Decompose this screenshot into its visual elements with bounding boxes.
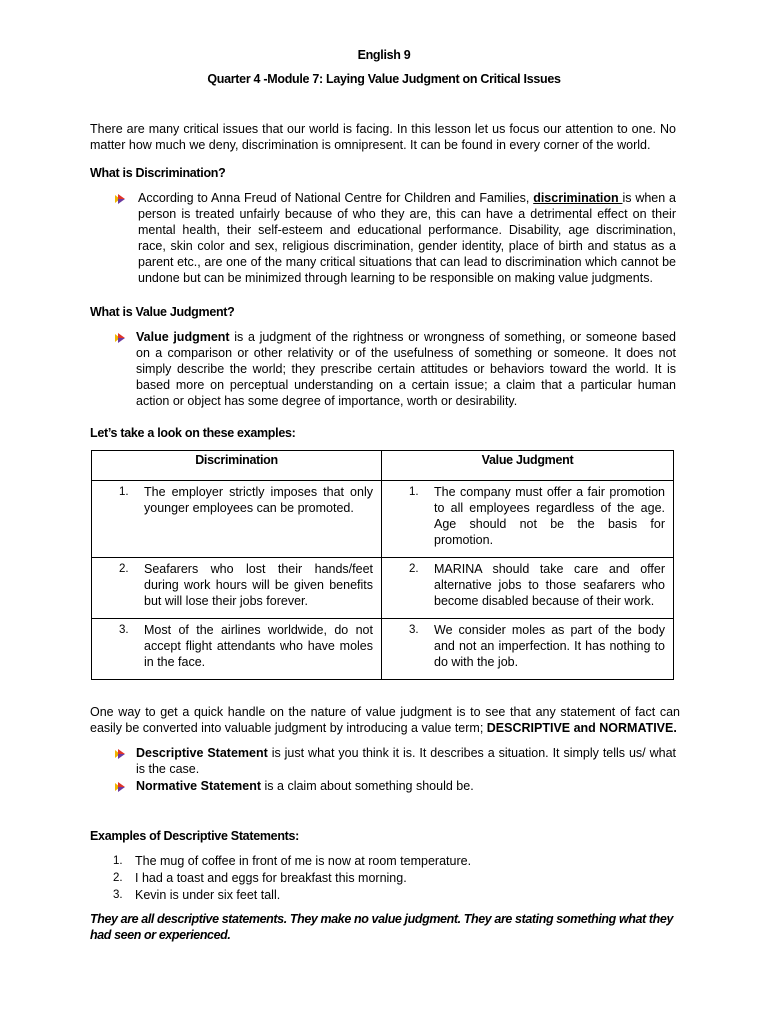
examples-table [91,450,674,680]
normative-statement-body: is a claim about something should be. [261,779,474,793]
value-judgment-example: The company must offer a fair promotion to all employees regardless of the age. Age should not be the basis for promotion. [434,485,665,547]
table-cell [382,558,674,619]
closing-note: They are all descriptive statements. They make no value judgment. They are stating something what they had seen or experienced. [90,912,673,942]
examples-heading: Let’s take a look on these examples: [90,426,296,440]
descriptive-examples-heading: Examples of Descriptive Statements: [90,829,300,843]
table-cell [382,481,674,558]
list-number: 2. [113,872,123,884]
table-cell [92,558,382,619]
row-number: 2. [409,563,419,575]
arrow-bullet-icon [113,747,127,761]
discrimination-definition-body: is when a person is treated unfairly because of who they are, this can have a detrimental effect on their mental health, their self-esteem and educational performance. Disability, age discrimination, race, skin color and sex, religious discrimination, gender identity, place of birth and status as a parent etc., are one of the many critical situations that can lead to discrimination which cannot be undone but can be minimized through learning to be responsible on making value judgments. [138,191,677,285]
value-judgment-definition [136,329,676,409]
arrow-bullet-icon [113,780,127,794]
descriptive-statement-term: Descriptive Statement [136,746,268,760]
normative-statement-definition [136,778,676,794]
discrimination-term: discrimination [533,191,623,205]
row-number: 1. [409,486,419,498]
discrimination-heading: What is Discrimination? [90,166,226,180]
list-item [113,853,673,870]
descriptive-statement-definition [136,745,676,777]
table-row [92,481,674,558]
table-row [92,558,674,619]
row-number: 3. [409,624,419,636]
list-item [113,870,673,887]
list-item [113,887,673,904]
table-cell [92,619,382,680]
arrow-bullet-icon [113,192,127,206]
value-term-types: DESCRIPTIVE and NORMATIVE. [486,721,677,735]
value-judgment-example: We consider moles as part of the body and not an imperfection. It has nothing to do with the job. [434,623,665,669]
value-judgment-term: Value judgment [136,330,230,344]
value-term-paragraph [90,704,680,736]
list-text: I had a toast and eggs for breakfast this morning. [135,871,407,885]
table-row [92,619,674,680]
descriptive-statement-body: is just what you think it is. It describes a situation. It simply tells us/ what is the case. [136,746,676,776]
discrimination-example: The employer strictly imposes that only younger employees can be promoted. [144,485,373,515]
list-number: 3. [113,889,123,901]
table-header-value-judgment: Value Judgment [382,451,674,481]
discrimination-example: Most of the airlines worldwide, do not accept flight attendants who have moles in the face. [144,623,373,669]
table-header-discrimination: Discrimination [92,451,382,481]
list-number: 1. [113,855,123,867]
normative-statement-term: Normative Statement [136,779,262,793]
intro-paragraph: There are many critical issues that our world is facing. In this lesson let us focus our attention to one. No matter how much we deny, discrimination is omnipresent. It can be found in every corner of the world. [90,122,676,152]
discrimination-example: Seafarers who lost their hands/feet during work hours will be given benefits but will lose their jobs forever. [144,562,373,608]
arrow-bullet-icon [113,331,127,345]
module-title: Quarter 4 -Module 7: Laying Value Judgment on Critical Issues [207,72,561,86]
list-text: Kevin is under six feet tall. [135,888,281,902]
value-judgment-heading: What is Value Judgment? [90,305,235,319]
list-text: The mug of coffee in front of me is now at room temperature. [135,854,472,868]
table-cell [382,619,674,680]
row-number: 1. [119,486,129,498]
row-number: 2. [119,563,129,575]
value-term-text: One way to get a quick handle on the nature of value judgment is to see that any statement of fact can easily be converted into valuable judgment by introducing a value term; [90,705,680,735]
row-number: 3. [119,624,129,636]
discrimination-definition [138,190,676,286]
table-cell [92,481,382,558]
discrimination-definition-lead: According to Anna Freud of National Centre for Children and Families, [138,191,534,205]
descriptive-examples-list [113,853,673,904]
value-judgment-example: MARINA should take care and offer alternative jobs to those seafarers who become disabled because of their work. [434,562,665,608]
value-judgment-definition-body: is a judgment of the rightness or wrongness of something, or someone based on a comparison or other relativity or of the usefulness of something or someone. It does not simply describe the world; they prescribe certain attitudes or behaviors toward the world. It is based more on perceptual understanding on a certain issue; a claim that a particular human action or object has some degree of importance, worth or desirability. [136,330,676,408]
subject-title: English 9 [357,48,411,62]
